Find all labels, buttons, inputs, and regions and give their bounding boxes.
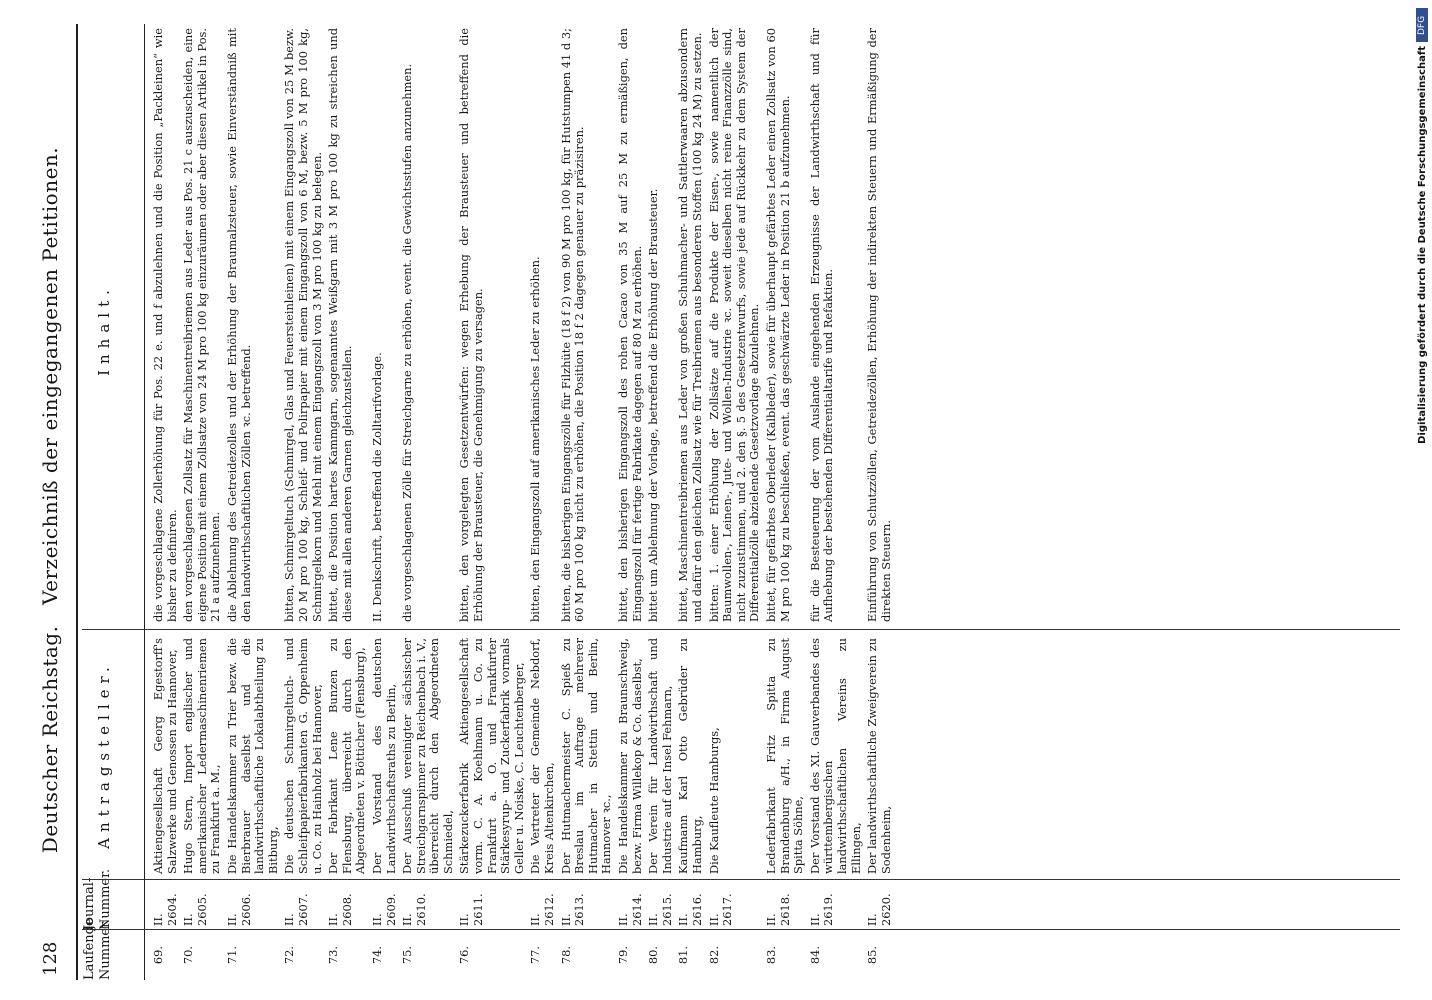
row-number: 75. (400, 945, 415, 965)
table-row (809, 20, 863, 980)
row-number: 70. (181, 945, 196, 965)
journal-number: II. 2607. (282, 893, 310, 926)
journal-number: II. 2605. (181, 893, 209, 926)
journal-number: II. 2616. (676, 893, 704, 926)
table-row (327, 20, 368, 980)
table-row (182, 20, 223, 980)
petition-content: bitten, die bisherigen Eingangszölle für Filzhüte (18 f 2) von 90 M pro 100 kg, für Hutstumpen 41 d 3; 60 M pro 100 kg nicht zu erhöhen, die Position 18 f 2 dagegen genauer zu präzisiren. (558, 28, 587, 622)
row-number: 83. (763, 945, 778, 965)
row-number: 81. (676, 945, 691, 965)
journal-number: II. 2611. (457, 893, 486, 926)
table-row (866, 20, 893, 980)
column-header-antragsteller: Antragsteller. (95, 661, 113, 849)
petition-content: den vorgeschlagenen Zollsatz für Maschinentreibriemen aus Leder aus Pos. 21 c auszuscheiden, eine eigene Position mit einem Zollsatze von 24 M pro 100 kg einzuräumen oder aber diesen Artikel in Pos. 21 a aufzunehmen. (181, 27, 223, 622)
page-header (34, 10, 68, 990)
table-row (560, 20, 614, 980)
petitioner: Kaufmann Karl Otto Gebrüder zu Hamburg, (676, 638, 704, 874)
petition-content: die Ablehnung des Getreidezolles und der Erhöhung der Braumalzsteuer, sowie Einverständniß mit den landwirthschaftlichen Zöllen ꝛc. betreffend. (224, 28, 253, 622)
petition-content: für die Besteuerung der vom Auslande eingehenden Erzeugnisse der Landwirthschaft und für Aufhebung der bestehenden Differentialtarife und Refaktien. (807, 28, 836, 622)
title-left: Deutscher Reichstag. (38, 625, 62, 854)
petition-table (152, 20, 893, 980)
journal-number: II. 2608. (326, 893, 354, 926)
digitisation-notice: Digitalisierung gefördert durch die Deutsche Forschungsgemeinschaft (1417, 46, 1428, 444)
row-number: 85. (865, 945, 880, 965)
table-row (401, 20, 455, 980)
column-header-laufende: Laufende Nummer. (82, 918, 113, 980)
petitioner: Stärkezuckerfabrik Aktiengesellschaft vorm. C. A. Koehlmann u. Co. zu Frankfurt a. O. und Frankfurter Stärkesyrup- und Zuckerfabrik vormals Geller u. Noiske, C. Leuchtenberger, (457, 638, 526, 874)
journal-number: II. 2618. (763, 893, 792, 926)
row-number: 71. (224, 945, 239, 965)
row-number: 77. (528, 945, 543, 965)
row-number: 78. (558, 945, 573, 965)
row-number: 73. (326, 945, 341, 965)
table-row (458, 20, 526, 980)
petitioner: Der Hutmachermeister C. Spieß zu Breslau im Auftrage mehrerer Hutmacher in Stettin und Berlin, Hannover ꝛc., (558, 638, 614, 874)
table-row (647, 20, 674, 980)
petition-content: bittet, Maschinentreibriemen aus Leder von großen Schuhmacher- und Sattlerwaaren abzusondern und dafür den gleichen Zollsatz wie für Treibriemen aus besonderen Stoffen (100 kg 24 M) zu setzen. (676, 28, 704, 622)
table-row (152, 20, 179, 980)
petition-content: die vorgeschlagene Zollerhöhung für Pos. 22 e. und f abzulehnen und die Position „Packleinen“ wie bisher zu definiren. (151, 28, 179, 622)
table-row (677, 20, 704, 980)
table-row (283, 20, 324, 980)
petition-content: bittet um Ablehnung der Vorlage, betreffend die Erhöhung der Brausteuer. (646, 188, 661, 622)
petitioner: Hugo Stern, Import englischer und amerikanischer Ledermaschinenriemen zu Frankfurt a. M., (181, 638, 223, 874)
petitioner: Der Vorstand des deutschen Landwirthschaftsraths zu Berlin, (369, 638, 398, 874)
dfg-logo: DFG (1416, 8, 1428, 42)
petition-content: bittet, den bisherigen Eingangszoll des rohen Cacao von 35 M auf 25 M zu ermäßigen, den Eingangszoll für fertige Fabrikate dagegen auf 80 M zu erhöhen. (616, 28, 644, 622)
table-row (371, 20, 398, 980)
row-number: 80. (646, 945, 661, 965)
journal-number: II. 2617. (706, 893, 735, 926)
petition-content: bitten, Schmirgeltuch (Schmirgel, Glas und Feuersteinleinen) mit einem Eingangszoll von 25 M bezw. 20 M pro 100 kg, Schleif- und Polirpapier mit einem Eingangszoll von 6 M, bezw. 5 M pro 100 kg, Schmirgelkorn und Mehl mit einem Eingangszoll von 3 M pro 100 kg zu belegen. (282, 28, 324, 622)
petition-content: bitten, den vorgelegten Gesetzentwürfen: wegen Erhebung der Brausteuer und betreffend die Erhöhung der Brausteuer, die Genehmigung zu versagen. (457, 28, 486, 622)
table-row (765, 20, 806, 980)
petitioner: Die deutschen Schmirgeltuch- und Schleifpapierfabrikanten G. Oppenheim u. Co. zu Hainholz bei Hannover, (282, 638, 324, 874)
petitioner: Der landwirthschaftliche Zweigverein zu Sodenheim, (865, 638, 893, 874)
table-row (529, 20, 556, 980)
title-right: Verzeichniß der eingegangenen Petitionen. (38, 146, 62, 605)
petition-content: bitten, den Eingangszoll auf amerikanisches Leder zu erhöhen. (528, 256, 543, 622)
petition-content: bitten: 1. einer Erhöhung der Zollsätze auf die Produkte der Eisen-, sowie namentlich der Baumwollen-, Leinen-, Jute- und Wollen-Industrie ꝛc. soweit dieselben nicht reine Finanzzölle sind, nicht zuzustimmen, und 2. den §. 5 des Gesetzentwurfs, sowie jede auf Rückkehr zu dem System der Differentialzölle abzielende Gesetzvorlage abzulehnen. (706, 28, 762, 622)
row-number: 76. (457, 945, 472, 965)
petition-content: Einführung von Schutzzöllen, Getreidezöllen, Erhöhung der indirekten Steuern und Ermäßigung der direkten Steuern. (865, 28, 893, 622)
petitioner: Lederfabrikant Fritz Spitta zu Brandenburg a/H., in Firma August Spitta Söhne, (763, 638, 806, 874)
journal-number: II. 2610. (400, 893, 428, 926)
petition-content: bittet, für gefärbtes Oberleder (Kalbleder), sowie für überhaupt gefärbtes Leder einen Zollsatz von 60 M pro 100 kg zu beschließen, event. das geschwärzte Leder in Position 21 b aufzunehmen. (763, 28, 792, 622)
journal-number: II. 2620. (865, 893, 893, 926)
journal-number: II. 2619. (807, 893, 836, 926)
table-row (226, 20, 280, 980)
petitioner: Der Fabrikant Lene Bunzen zu Flensburg, überreicht durch den Abgeordneten v. Bötticher (Flensburg), (326, 638, 368, 874)
row-number: 74. (369, 945, 384, 965)
digitisation-strip (1412, 0, 1432, 1000)
row-number: 82. (706, 945, 721, 965)
petitioner: Die Handelskammer zu Braunschweig, bezw. Firma Willekop & Co. daselbst, (616, 638, 644, 874)
journal-number: II. 2613. (558, 893, 587, 926)
journal-number: II. 2606. (224, 893, 253, 926)
page-number: 128 (40, 941, 61, 976)
header-rule (76, 24, 78, 980)
petitioner: Aktiengesellschaft Georg Egestorff's Salzwerke und Genossen zu Hannover, (151, 638, 179, 874)
row-number: 79. (616, 945, 630, 965)
page-title (38, 10, 62, 990)
petition-content: II. Denkschrift, betreffend die Zolltarifvorlage. (369, 352, 384, 622)
journal-number: II. 2614. (616, 893, 644, 926)
petitioner: Der Ausschuß vereinigter sächsischer Streichgarnspinner zu Reichenbach i. V., überreicht durch den Abgeordneten Schmiedel, (400, 638, 455, 874)
petitioner: Der Verein für Landwirthschaft und Industrie auf der Insel Fehmarn, (646, 638, 674, 874)
petitioner: Die Handelskammer zu Trier bezw. die Bierbrauer daselbst und die landwirthschaftliche Lokalabtheilung zu Bitburg, (224, 638, 280, 874)
petition-content: bittet, die Position hartes Kammgarn, sogenanntes Weißgarn mit 3 M pro 100 kg zu streichen und diese mit allen anderen Garnen gleichzustellen. (326, 28, 354, 622)
column-header-rule (144, 24, 145, 980)
petition-content: die vorgeschlagenen Zölle für Streichgarne zu erhöhen, event. die Gewichtsstufen anzunehmen. (400, 63, 415, 622)
table-row (708, 20, 762, 980)
column-header-journal: Journal-Nummer. (82, 868, 113, 930)
document-page (20, 10, 1410, 990)
row-number: 84. (807, 945, 822, 965)
journal-number: II. 2609. (369, 893, 398, 926)
row-number: 72. (282, 945, 297, 965)
journal-number: II. 2615. (646, 893, 674, 926)
table-row (617, 20, 644, 980)
column-header-inhalt: Inhalt. (95, 284, 113, 376)
row-number: 69. (151, 945, 165, 965)
journal-number: II. 2612. (528, 893, 557, 926)
journal-number: II. 2604. (151, 893, 179, 926)
petitioner: Der Vorstand des XI. Gauverbandes des württembergischen landwirthschaftlichen Vereins zu Ellingen, (807, 638, 863, 874)
petitioner: Die Kaufleute Hamburgs, (706, 727, 721, 874)
petitioner: Die Vertreter der Gemeinde Nebdorf, Kreis Altenkirchen, (528, 638, 557, 874)
